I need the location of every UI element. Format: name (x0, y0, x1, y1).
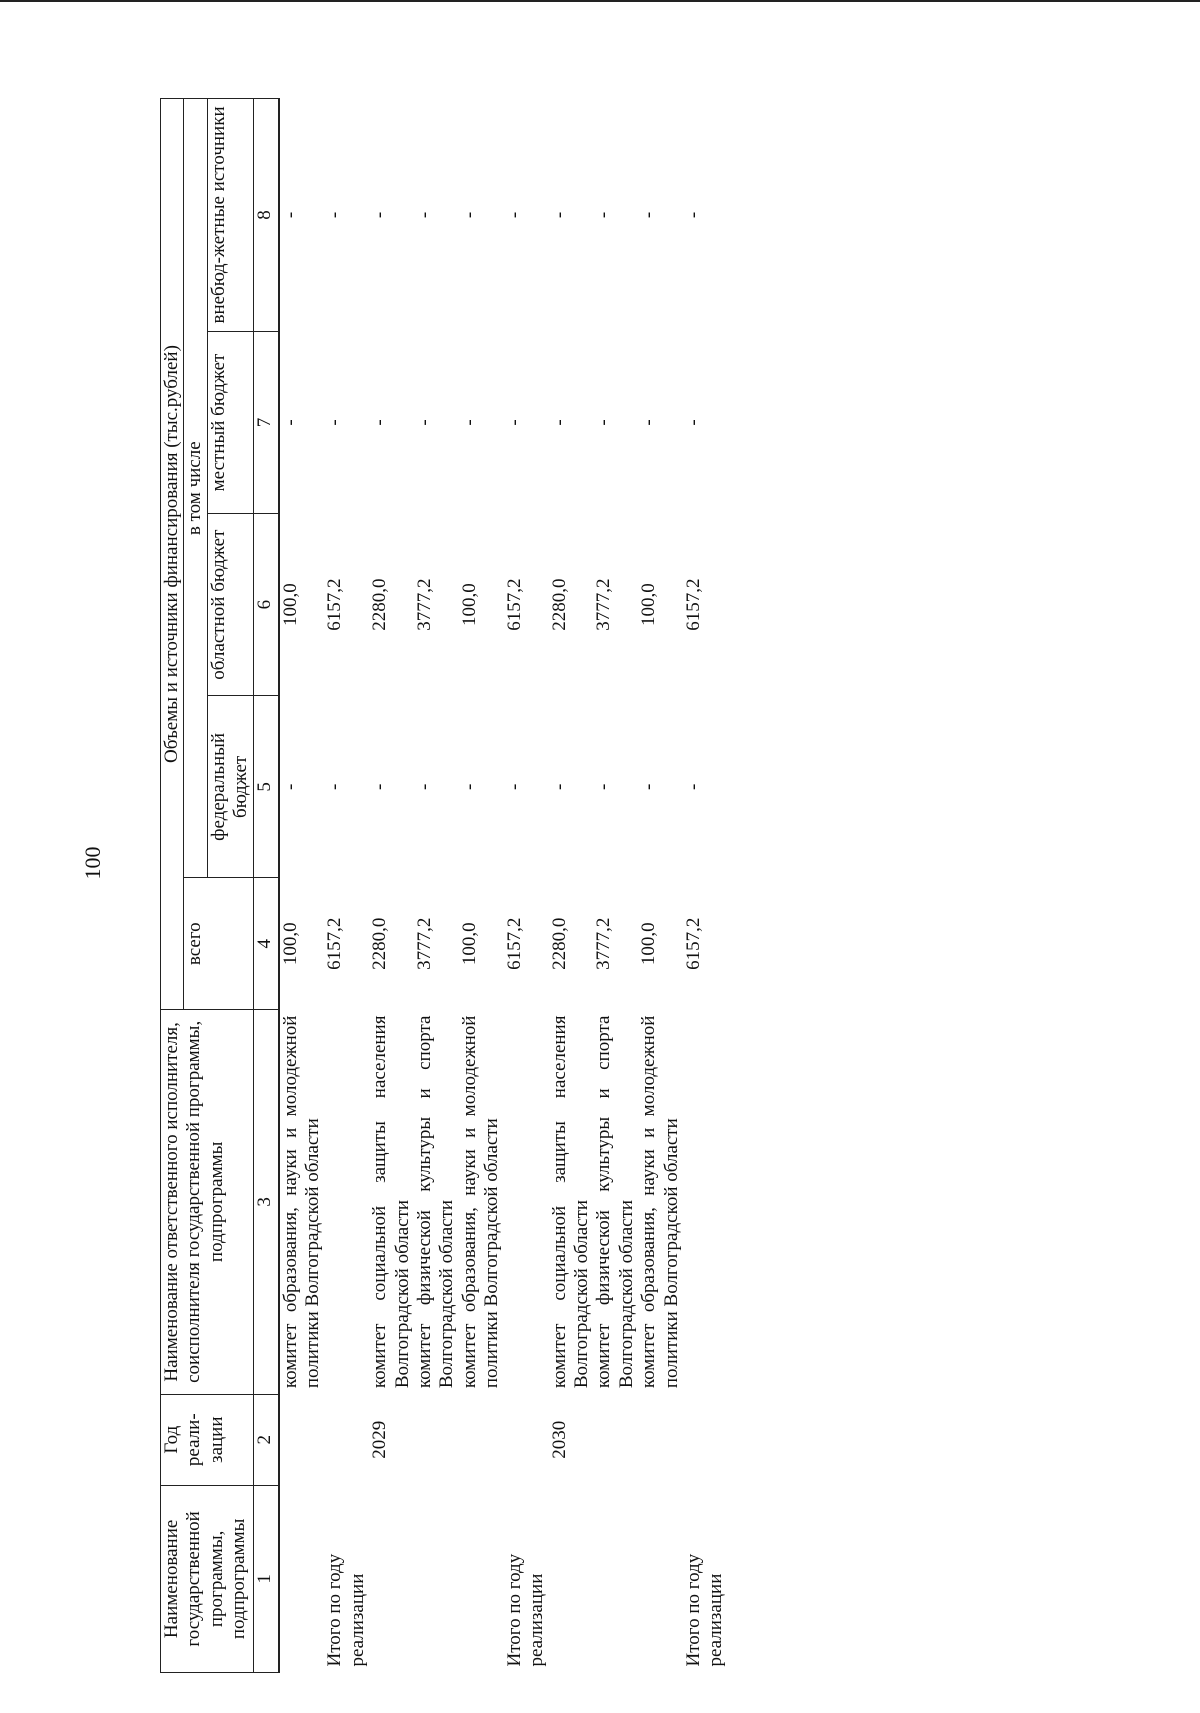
regional-cell: 2280,0 (548, 578, 570, 631)
table-row (683, 99, 728, 1673)
program-name-cell: Итого по году реализации (503, 1553, 548, 1667)
program-name-cell (549, 1485, 594, 1672)
table-row (549, 99, 594, 1673)
program-name-cell (414, 1485, 459, 1672)
table-body (279, 99, 728, 1673)
regional-cell: 100,0 (638, 583, 660, 627)
federal-cell: - (458, 783, 480, 791)
total-cell: 6157,2 (324, 917, 346, 970)
header-local: местный бюджет (207, 331, 253, 513)
year-cell (324, 1394, 369, 1485)
header-executor: Наименование ответственного исполнителя, соисполнителя государственной программы, подпрограммы (161, 1010, 254, 1395)
total-cell: 2280,0 (548, 917, 570, 970)
federal-cell: - (682, 783, 704, 791)
col-num-6: 6 (253, 514, 279, 696)
program-name-cell (279, 1485, 325, 1672)
col-num-1: 1 (253, 1485, 279, 1672)
year-cell (459, 1394, 504, 1485)
regional-cell: 100,0 (458, 583, 480, 627)
col-num-5: 5 (253, 696, 279, 878)
col-num-8: 8 (253, 99, 279, 332)
regional-cell: 6157,2 (503, 578, 525, 631)
table-row (414, 99, 459, 1673)
regional-cell: 3777,2 (593, 578, 615, 631)
federal-cell: - (503, 783, 525, 791)
extra-cell: - (682, 211, 704, 219)
program-name-cell (593, 1485, 638, 1672)
federal-cell: - (324, 783, 346, 791)
extra-cell: - (324, 211, 346, 219)
table-row (369, 99, 414, 1673)
extra-cell: - (458, 211, 480, 219)
executor-cell (324, 1010, 369, 1395)
local-cell: - (548, 419, 570, 426)
executor-cell: комитет образования, науки и молодежной политики Волгоградской области (638, 1015, 682, 1389)
executor-cell: комитет образования, науки и молодежной политики Волгоградской области (458, 1015, 503, 1389)
total-cell: 2280,0 (369, 917, 391, 970)
program-name-cell (369, 1485, 414, 1672)
regional-cell: 100,0 (279, 583, 301, 627)
local-cell: - (414, 419, 436, 426)
header-total: всего (184, 878, 253, 1010)
total-cell: 6157,2 (503, 917, 525, 970)
regional-cell: 6157,2 (324, 578, 346, 631)
year-cell (279, 1394, 325, 1485)
year-cell (683, 1394, 728, 1485)
executor-cell (504, 1010, 549, 1395)
program-name-cell (638, 1485, 683, 1672)
total-cell: 6157,2 (682, 917, 704, 970)
year-cell (504, 1394, 549, 1485)
federal-cell: - (279, 783, 301, 791)
table-row (279, 99, 325, 1673)
col-num-3: 3 (253, 1010, 279, 1395)
table-row (324, 99, 369, 1673)
total-cell: 3777,2 (593, 917, 615, 970)
total-cell: 100,0 (279, 922, 301, 966)
executor-cell: комитет социальной защиты населения Волгоградской области (369, 1015, 413, 1389)
extra-cell: - (638, 211, 660, 219)
executor-cell: комитет физической культуры и спорта Волгоградской области (414, 1015, 458, 1389)
col-num-2: 2 (253, 1394, 279, 1485)
local-cell: - (324, 419, 346, 426)
extra-cell: - (279, 211, 301, 219)
table-header (161, 99, 279, 1673)
executor-cell: комитет образования, науки и молодежной политики Волгоградской области (279, 1015, 324, 1389)
year-cell: 2029 (369, 1420, 391, 1459)
header-in-that: в том числе (184, 99, 207, 878)
local-cell: - (279, 419, 301, 426)
header-program-name: Наименование государственной программы, подпрограммы (161, 1485, 254, 1672)
year-cell (593, 1394, 638, 1485)
local-cell: - (593, 419, 615, 426)
header-funding: Объемы и источники финансирования (тыс.рублей) (161, 99, 184, 1010)
header-extra: внебюд-жетные источники (207, 99, 253, 332)
program-name-cell: Итого по году реализации (682, 1553, 727, 1667)
year-cell (414, 1394, 459, 1485)
executor-cell: комитет физической культуры и спорта Волгоградской области (593, 1015, 637, 1389)
federal-cell: - (593, 783, 615, 791)
header-regional: областной бюджет (207, 514, 253, 696)
regional-cell: 2280,0 (369, 578, 391, 631)
extra-cell: - (369, 211, 391, 219)
header-federal: федеральный бюджет (207, 696, 253, 878)
extra-cell: - (503, 211, 525, 219)
federal-cell: - (638, 783, 660, 791)
extra-cell: - (548, 211, 570, 219)
federal-cell: - (369, 783, 391, 791)
program-name-cell: Итого по году реализации (324, 1553, 368, 1667)
local-cell: - (638, 419, 660, 426)
local-cell: - (369, 419, 391, 426)
total-cell: 100,0 (638, 922, 660, 966)
year-cell (638, 1394, 683, 1485)
year-cell: 2030 (548, 1420, 570, 1459)
regional-cell: 3777,2 (414, 578, 436, 631)
executor-cell (683, 1010, 728, 1395)
local-cell: - (458, 419, 480, 426)
col-num-7: 7 (253, 331, 279, 513)
total-cell: 3777,2 (414, 917, 436, 970)
col-num-4: 4 (253, 878, 279, 1010)
executor-cell: комитет социальной защиты населения Волгоградской области (548, 1015, 592, 1389)
federal-cell: - (414, 783, 436, 791)
federal-cell: - (548, 783, 570, 791)
local-cell: - (503, 419, 525, 426)
header-year: Год реали-зации (161, 1394, 254, 1485)
total-cell: 100,0 (458, 922, 480, 966)
page-number: 100 (80, 846, 105, 880)
table-row (504, 99, 549, 1673)
local-cell: - (682, 419, 704, 426)
table-row (593, 99, 638, 1673)
financing-table (160, 98, 728, 1673)
table-row (459, 99, 504, 1673)
extra-cell: - (593, 211, 615, 219)
table-row (638, 99, 683, 1673)
regional-cell: 6157,2 (682, 578, 704, 631)
extra-cell: - (414, 211, 436, 219)
program-name-cell (459, 1485, 504, 1672)
